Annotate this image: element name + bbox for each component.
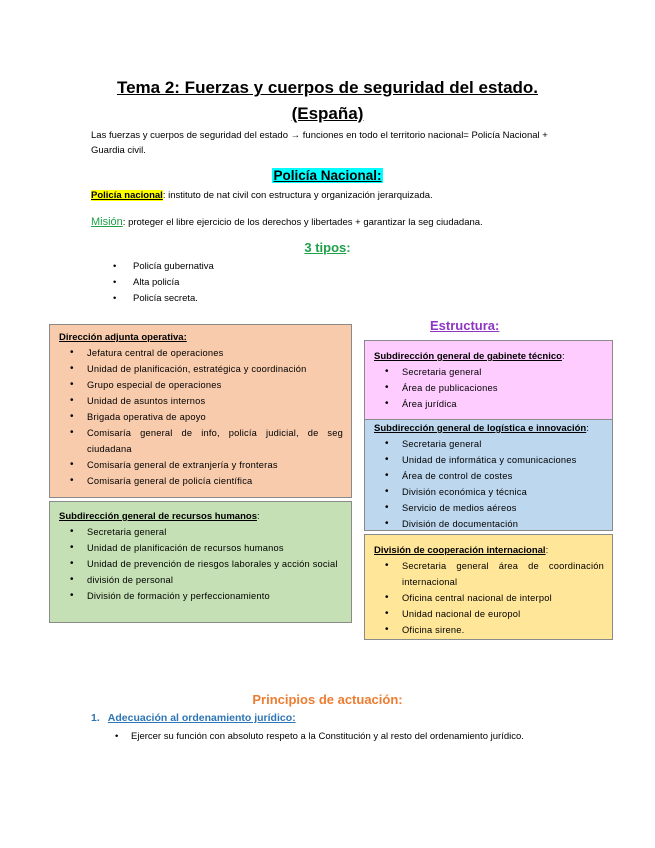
list-item: • Secretaria general área de coordinación internacional [374, 558, 604, 590]
recursos-humanos-colon: : [256, 511, 260, 522]
principio-item-1 [91, 712, 296, 724]
recursos-humanos-heading-row [59, 508, 343, 524]
principio-bullet-text: Ejercer su función con absoluto respeto a la Constitución y al resto del ordenamiento jurídico. [131, 731, 524, 742]
list-item: • Área jurídica [374, 396, 604, 412]
tipos-heading [0, 240, 655, 255]
cooperacion-heading-row [374, 542, 604, 558]
cooperacion-box [364, 534, 613, 640]
recursos-humanos-heading: Subdirección general de recursos humanos [59, 511, 257, 522]
cooperacion-heading: División de cooperación internacional [374, 545, 546, 556]
definition-paragraph [91, 190, 433, 201]
principio-title: Adecuación al ordenamiento jurídico: [107, 712, 296, 724]
list-item: • División de documentación [374, 516, 604, 532]
list-item: • Unidad de asuntos internos [59, 393, 343, 409]
list-item: • Comisaría general de extranjería y fronteras [59, 457, 343, 473]
mision-text: : proteger el libre ejercicio de los derechos y libertades + garantizar la seg ciudadana. [122, 217, 483, 228]
list-item: • Unidad de informática y comunicaciones [374, 452, 604, 468]
list-item: • Brigada operativa de apoyo [59, 409, 343, 425]
logistica-heading-row [374, 421, 604, 436]
gabinete-list [374, 364, 604, 412]
list-item: • Oficina sirene. [374, 622, 604, 638]
tipos-heading-colon: : [346, 240, 351, 255]
definition-term: Policía nacional [91, 190, 163, 201]
principios-heading: Principios de actuación: [252, 692, 403, 707]
logistica-list [374, 436, 604, 532]
gabinete-colon: : [561, 351, 565, 362]
list-item: • Unidad de planificación, estratégica y coordinación [59, 361, 343, 377]
tipos-heading-text: 3 tipos [304, 240, 347, 255]
cooperacion-colon: : [545, 545, 549, 556]
list-item: • Unidad de planificación de recursos humanos [59, 540, 343, 556]
list-item: • Secretaria general [374, 364, 604, 380]
policia-nacional-heading-text: Policía Nacional: [273, 168, 382, 183]
estructura-heading-colon: : [495, 318, 500, 333]
list-item: • Jefatura central de operaciones [59, 345, 343, 361]
principio-bullet [117, 728, 564, 746]
mision-term: Misión [91, 216, 123, 228]
page-subtitle: (España) [291, 104, 364, 123]
direccion-adjunta-box [49, 324, 352, 498]
policia-nacional-heading [0, 168, 655, 183]
bullet-icon: • [115, 731, 119, 742]
list-item: • División de formación y perfeccionamiento [59, 588, 343, 604]
gabinete-heading-row [374, 348, 604, 364]
list-item: • Servicio de medios aéreos [374, 500, 604, 516]
list-item: • Comisaría general de info, policía judicial, de seg ciudadana [59, 425, 343, 457]
list-item: • Alta policía [113, 275, 214, 291]
mision-paragraph [91, 216, 483, 228]
gabinete-heading: Subdirección general de gabinete técnico [374, 351, 562, 362]
recursos-humanos-box [49, 501, 352, 623]
gabinete-tecnico-box [364, 340, 613, 420]
logistica-box [364, 414, 613, 531]
recursos-humanos-list [59, 524, 343, 604]
list-item: • Policía secreta. [113, 291, 214, 307]
list-item: • Comisaría general de policía científica [59, 473, 343, 489]
list-item: • División económica y técnica [374, 484, 604, 500]
cooperacion-list [374, 558, 604, 638]
list-item: • división de personal [59, 572, 343, 588]
list-item: • Área de control de costes [374, 468, 604, 484]
logistica-heading: Subdirección general de logística e innovación [374, 423, 587, 434]
list-item: • Grupo especial de operaciones [59, 377, 343, 393]
direccion-adjunta-list [59, 345, 343, 489]
direccion-adjunta-heading: Dirección adjunta operativa: [59, 332, 187, 343]
list-item: • Secretaria general [374, 436, 604, 452]
estructura-heading [430, 318, 499, 333]
list-item: • Área de publicaciones [374, 380, 604, 396]
principio-number: 1. [91, 712, 100, 724]
list-item: • Oficina central nacional de interpol [374, 590, 604, 606]
list-item: • Unidad de prevención de riesgos laborales y acción social [59, 556, 343, 572]
list-item: • Unidad nacional de europol [374, 606, 604, 622]
intro-text: Las fuerzas y cuerpos de seguridad del estado → funciones en todo el territorio nacional= Policía Nacional + Guardia civil. [91, 130, 548, 156]
logistica-colon: : [586, 423, 589, 434]
estructura-heading-text: Estructura [430, 318, 496, 333]
list-item: • Secretaria general [59, 524, 343, 540]
page-title: Tema 2: Fuerzas y cuerpos de seguridad del estado. [116, 78, 539, 97]
list-item: • Policía gubernativa [113, 259, 214, 275]
definition-text: : instituto de nat civil con estructura y organización jerarquizada. [162, 190, 433, 201]
tipos-list [113, 259, 214, 307]
